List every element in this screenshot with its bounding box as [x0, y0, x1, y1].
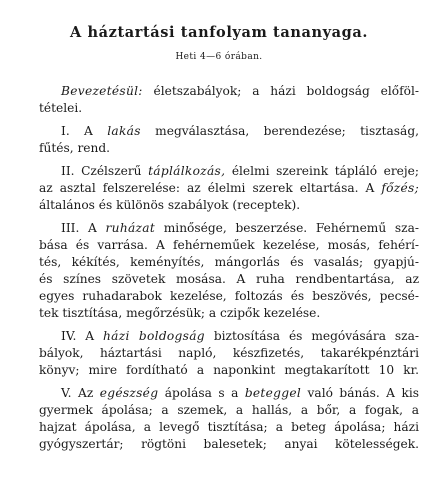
- body-line: [39, 402, 419, 418]
- text-segment: élelmi szereink tápláló ereje;: [225, 164, 419, 178]
- text-segment: való bánás. A kis: [301, 386, 419, 400]
- text-segment: tés, kékítés, keményítés, mángorlás és vasalás; gyapjú-: [39, 255, 419, 269]
- text-segment: egyes ruhadarabok kezelése, foltozás és beszövés, pecsé-: [39, 289, 419, 303]
- text-segment: fűtés, rend.: [39, 141, 111, 155]
- text-segment: III. A: [61, 221, 106, 235]
- body-line: [39, 100, 419, 116]
- text-segment: ápolása s a: [158, 386, 245, 400]
- body-line: [39, 419, 419, 435]
- text-segment: megválasztása, berendezése; tisztaság,: [140, 124, 419, 138]
- text-segment: életszabályok; a házi boldogság előföl-: [142, 84, 419, 98]
- emphasized-term: Bevezetésül:: [61, 84, 143, 98]
- text-segment: V. Az: [61, 386, 100, 400]
- document-subtitle: Heti 4—6 órában.: [175, 52, 263, 62]
- body-line: [39, 197, 419, 213]
- emphasized-term: főzés;: [381, 181, 419, 195]
- text-segment: bása és varrása. A fehérneműek kezelése, mosás, fehérí-: [39, 238, 419, 252]
- text-segment: IV. A: [61, 329, 104, 343]
- body-line: [39, 305, 419, 321]
- body-line: [39, 180, 419, 196]
- text-segment: tek tisztítása, megőrzésük; a czipők kezelése.: [39, 306, 321, 320]
- text-segment: hajzat ápolása, a levegő tisztítása; a beteg ápolása; házi: [39, 420, 419, 434]
- text-segment: bályok, háztartási napló, készfizetés, takarékpénztári: [39, 346, 419, 360]
- emphasized-term: beteggel: [244, 386, 302, 400]
- body-line: [39, 362, 419, 378]
- body-line: [39, 83, 419, 99]
- body-line: [39, 385, 419, 401]
- text-segment: gyermek ápolása; a szemek, a hallás, a bőr, a fogak, a: [39, 403, 419, 417]
- body-line: [39, 163, 419, 179]
- text-segment: tételei.: [39, 101, 83, 115]
- text-segment: I. A: [61, 124, 108, 138]
- text-segment: könyv; mire fordítható a naponkint megtakarított 10 kr.: [39, 363, 419, 377]
- text-segment: gyógyszertár; rögtöni balesetek; anyai kötelességek.: [39, 437, 419, 451]
- text-segment: minősége, beszerzése. Fehérnemű sza-: [155, 221, 419, 235]
- body-line: [39, 123, 419, 139]
- body-line: [39, 254, 419, 270]
- emphasized-term: ruházat: [105, 221, 156, 235]
- emphasized-term: egészség: [99, 386, 159, 400]
- body-line: [39, 436, 419, 452]
- text-segment: általános és különös szabályok (receptek).: [39, 198, 301, 212]
- body-line: [39, 140, 419, 156]
- document-title: A háztartási tanfolyam tananyaga.: [69, 24, 369, 41]
- emphasized-term: házi boldogság: [103, 329, 205, 343]
- text-segment: az asztal felszerelése: az élelmi szerek eltartása. A: [39, 181, 382, 195]
- body-line: [39, 220, 419, 236]
- body-line: [39, 328, 419, 344]
- body-line: [39, 271, 419, 287]
- text-segment: biztosítása és megóvására sza-: [204, 329, 419, 343]
- emphasized-term: táplálkozás,: [148, 164, 226, 178]
- text-segment: II. Czélszerű: [61, 164, 149, 178]
- body-line: [39, 237, 419, 253]
- body-line: [39, 345, 419, 361]
- emphasized-term: lakás: [107, 124, 141, 138]
- text-segment: és színes szövetek mosása. A ruha rendbentartása, az: [39, 272, 419, 286]
- body-line: [39, 288, 419, 304]
